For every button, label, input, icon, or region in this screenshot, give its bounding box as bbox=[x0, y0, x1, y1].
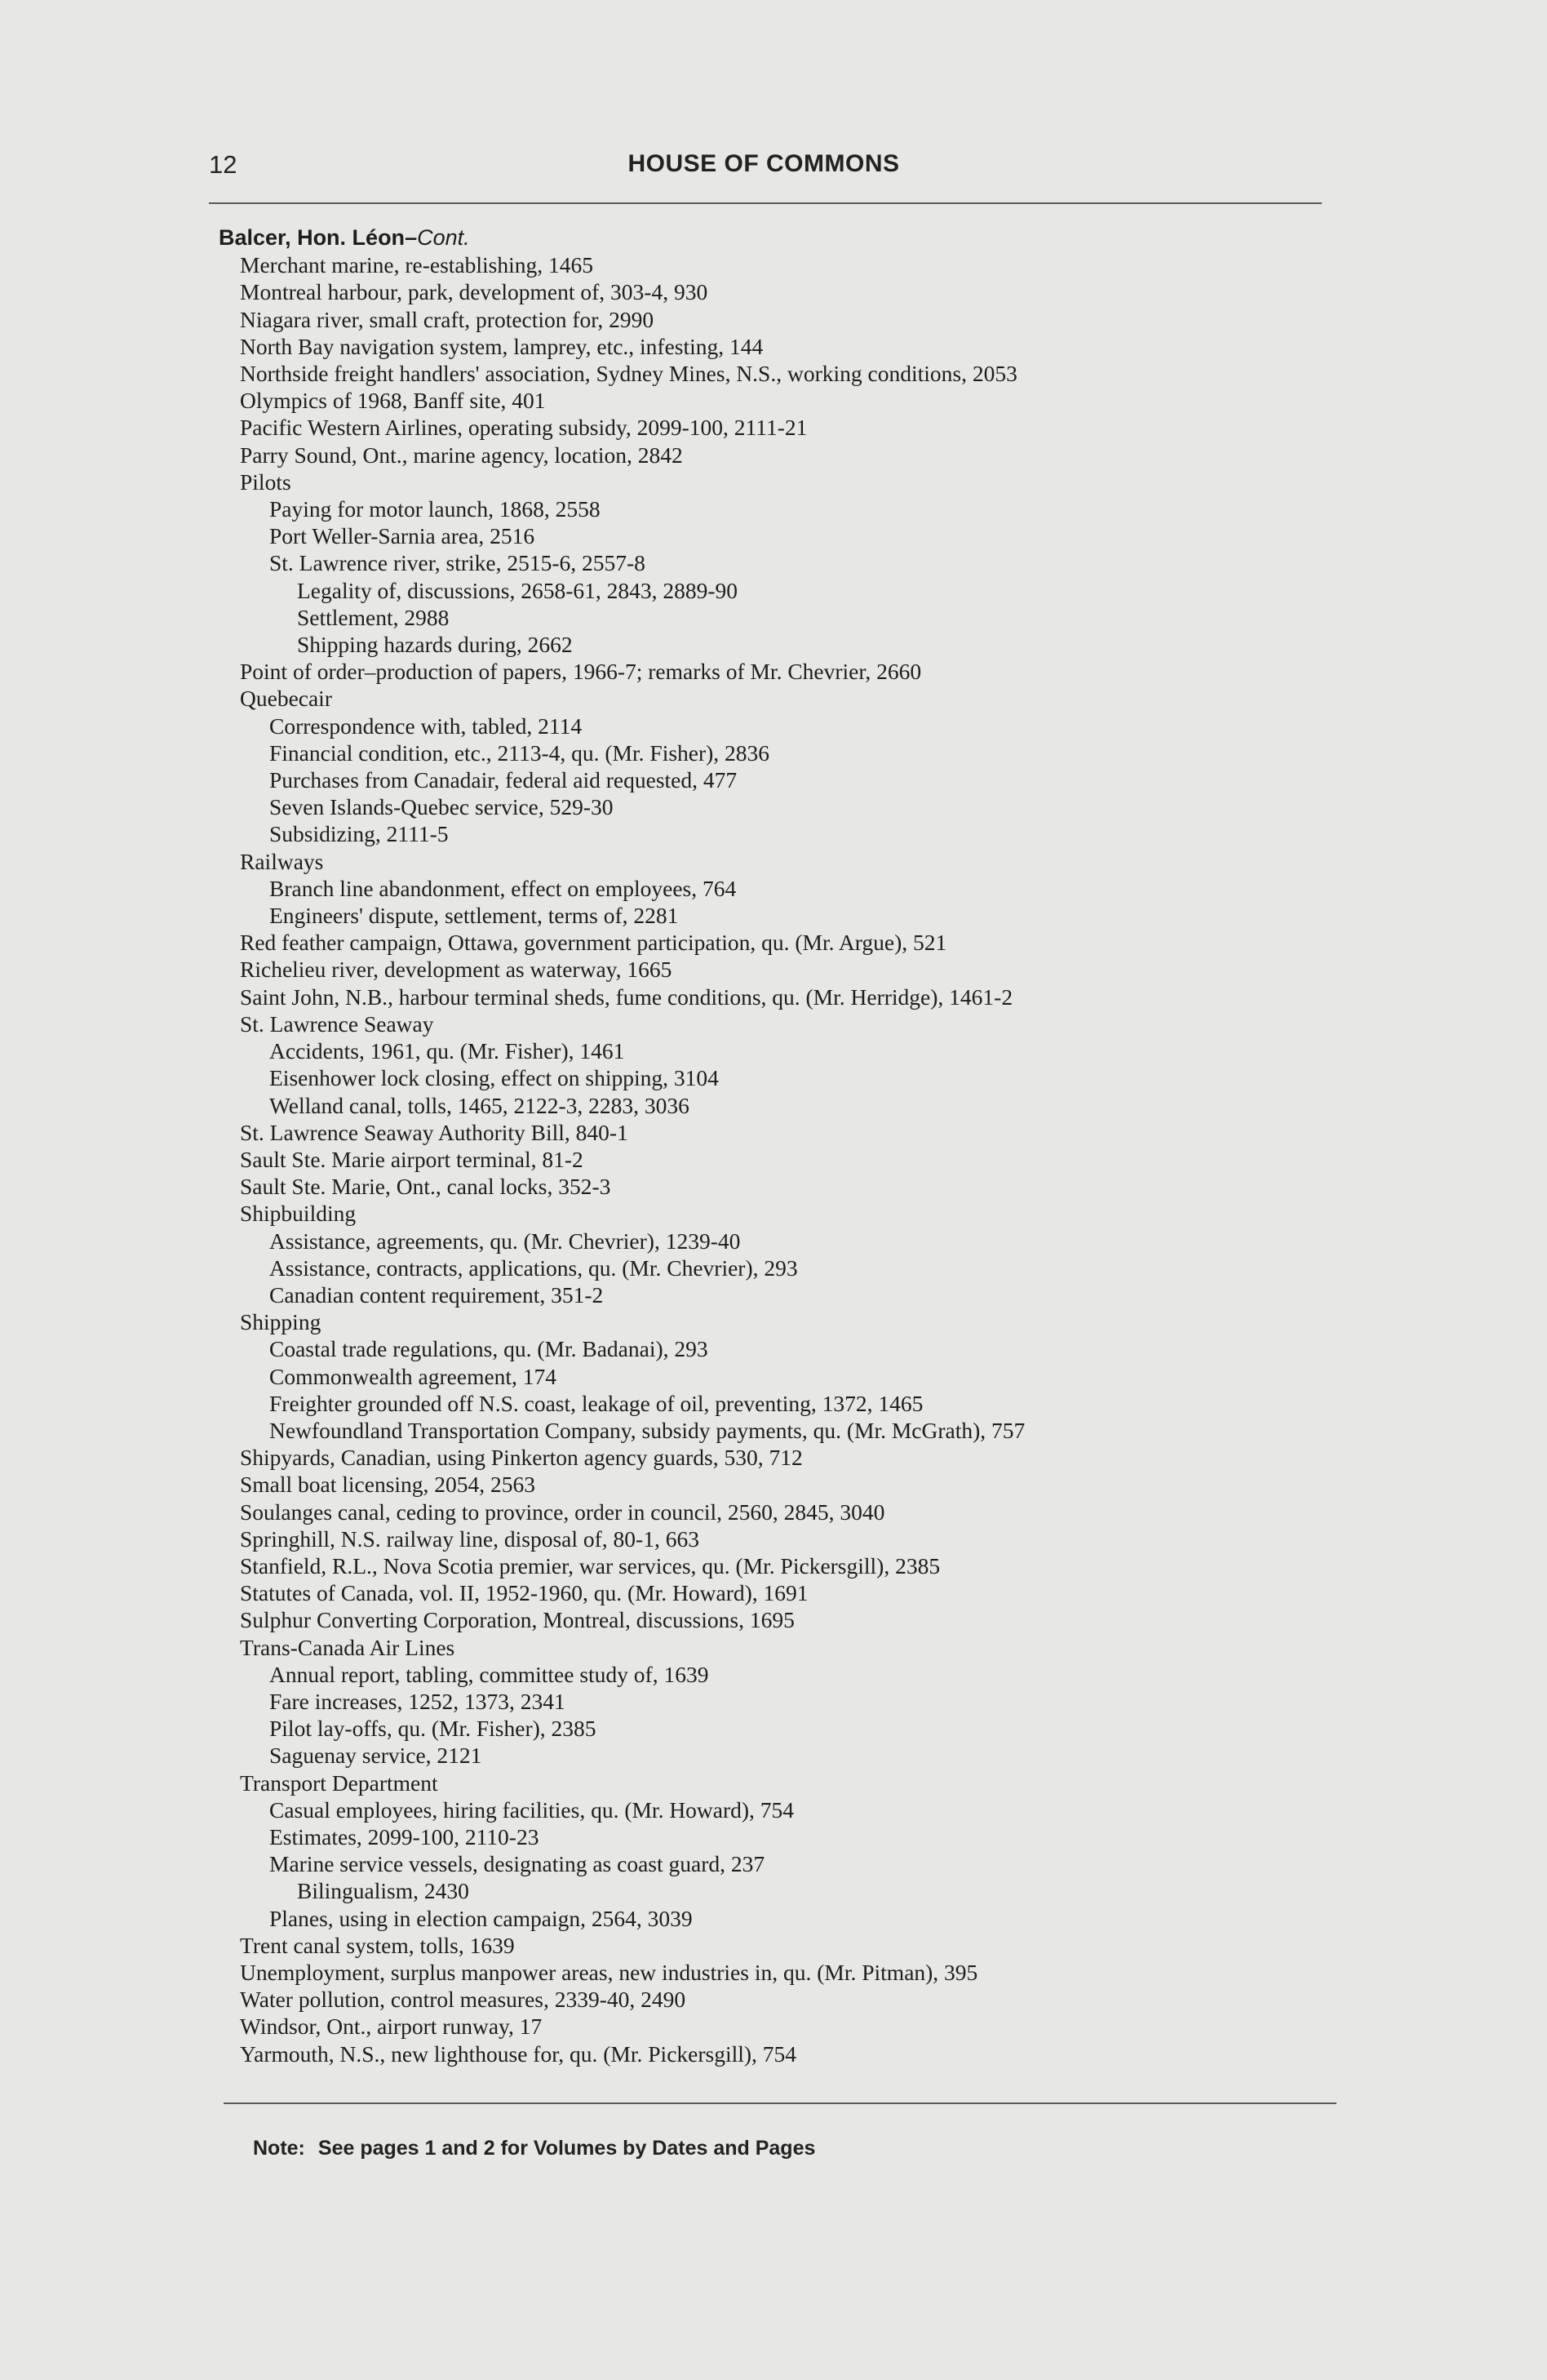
index-entry: Trent canal system, tolls, 1639 bbox=[240, 1932, 515, 1958]
index-entry: Bilingualism, 2430 bbox=[297, 1878, 469, 1904]
index-entry: Sault Ste. Marie airport terminal, 81-2 bbox=[240, 1146, 583, 1172]
index-entry: Statutes of Canada, vol. II, 1952-1960, qu. (Mr. Howard), 1691 bbox=[240, 1580, 809, 1606]
index-entry: Springhill, N.S. railway line, disposal of, 80-1, 663 bbox=[240, 1525, 699, 1552]
index-entry: Seven Islands-Quebec service, 529-30 bbox=[269, 794, 614, 820]
index-entry: Accidents, 1961, qu. (Mr. Fisher), 1461 bbox=[269, 1038, 625, 1064]
index-entry: St. Lawrence Seaway bbox=[240, 1010, 434, 1037]
index-entry: Planes, using in election campaign, 2564, 3039 bbox=[269, 1905, 693, 1931]
page-number: 12 bbox=[209, 150, 237, 179]
index-entry: Pilot lay-offs, qu. (Mr. Fisher), 2385 bbox=[269, 1716, 596, 1742]
index-entry: Correspondence with, tabled, 2114 bbox=[269, 713, 583, 739]
footer-note bbox=[253, 2137, 815, 2160]
index-entry: Saint John, N.B., harbour terminal sheds, fume conditions, qu. (Mr. Herridge), 1461-2 bbox=[240, 984, 1013, 1010]
index-entry: Newfoundland Transportation Company, subsidy payments, qu. (Mr. McGrath), 757 bbox=[269, 1417, 1026, 1443]
index-entry: Small boat licensing, 2054, 2563 bbox=[240, 1472, 536, 1498]
index-entry: Shipyards, Canadian, using Pinkerton agency guards, 530, 712 bbox=[240, 1445, 803, 1471]
index-entry: Port Weller-Sarnia area, 2516 bbox=[269, 523, 535, 549]
index-entry: Eisenhower lock closing, effect on shipping, 3104 bbox=[269, 1065, 719, 1091]
index-entry: Unemployment, surplus manpower areas, new industries in, qu. (Mr. Pitman), 395 bbox=[240, 1960, 978, 1985]
index-entry: Assistance, agreements, qu. (Mr. Chevrier), 1239-40 bbox=[269, 1228, 741, 1254]
page-header bbox=[209, 150, 1319, 191]
index-entry: Parry Sound, Ont., marine agency, location, 2842 bbox=[240, 442, 683, 468]
index-entry: Stanfield, R.L., Nova Scotia premier, war services, qu. (Mr. Pickersgill), 2385 bbox=[240, 1552, 941, 1579]
index-entry: Casual employees, hiring facilities, qu. (Mr. Howard), 754 bbox=[269, 1796, 795, 1823]
index-entry: Railways bbox=[240, 848, 324, 874]
header-rule bbox=[209, 202, 1322, 204]
index-entry: Legality of, discussions, 2658-61, 2843, 2889-90 bbox=[297, 577, 738, 603]
index-entry: Welland canal, tolls, 1465, 2122-3, 2283, 3036 bbox=[269, 1092, 689, 1118]
heading-name: Balcer, Hon. Léon bbox=[219, 225, 406, 250]
index-entry: Marine service vessels, designating as coast guard, 237 bbox=[269, 1851, 765, 1877]
index-entry: Olympics of 1968, Banff site, 401 bbox=[240, 388, 546, 414]
index-body bbox=[219, 224, 1345, 2067]
index-entry: Settlement, 2988 bbox=[297, 604, 450, 630]
index-entry: Annual report, tabling, committee study of, 1639 bbox=[269, 1661, 709, 1687]
heading-continued: Cont. bbox=[417, 225, 470, 250]
index-entry: Freighter grounded off N.S. coast, leakage of oil, preventing, 1372, 1465 bbox=[269, 1390, 924, 1416]
index-entry: Point of order–production of papers, 1966-7; remarks of Mr. Chevrier, 2660 bbox=[240, 659, 922, 685]
index-entry: Purchases from Canadair, federal aid requested, 477 bbox=[269, 767, 738, 793]
index-entry: Yarmouth, N.S., new lighthouse for, qu. (Mr. Pickersgill), 754 bbox=[240, 2040, 797, 2067]
index-entry: Merchant marine, re-establishing, 1465 bbox=[240, 252, 593, 278]
running-title: HOUSE OF COMMONS bbox=[627, 150, 900, 177]
index-entry: Paying for motor launch, 1868, 2558 bbox=[269, 496, 601, 522]
index-entry: St. Lawrence Seaway Authority Bill, 840-1 bbox=[240, 1119, 628, 1145]
index-entry: Soulanges canal, ceding to province, order in council, 2560, 2845, 3040 bbox=[240, 1499, 885, 1525]
index-entry: Commonwealth agreement, 174 bbox=[269, 1363, 557, 1389]
index-entry: Water pollution, control measures, 2339-40, 2490 bbox=[240, 1987, 686, 2013]
footer-rule bbox=[224, 2102, 1336, 2104]
note-label: Note: bbox=[253, 2137, 305, 2160]
index-entry: Pilots bbox=[240, 468, 291, 495]
index-entry: Branch line abandonment, effect on employees, 764 bbox=[269, 875, 737, 901]
note-text: See pages 1 and 2 for Volumes by Dates and Pages bbox=[317, 2137, 816, 2160]
index-entry: Windsor, Ont., airport runway, 17 bbox=[240, 2014, 543, 2040]
index-entry: Shipbuilding bbox=[240, 1201, 357, 1227]
index-entry: Assistance, contracts, applications, qu. (Mr. Chevrier), 293 bbox=[269, 1254, 798, 1281]
index-entry: Engineers' dispute, settlement, terms of, 2281 bbox=[269, 903, 679, 929]
index-entry: St. Lawrence river, strike, 2515-6, 2557-8 bbox=[269, 550, 645, 576]
index-entry: Saguenay service, 2121 bbox=[269, 1743, 482, 1769]
index-entry: Subsidizing, 2111-5 bbox=[269, 821, 449, 847]
index-entry: Pacific Western Airlines, operating subsidy, 2099-100, 2111-21 bbox=[240, 415, 808, 441]
index-entry: Coastal trade regulations, qu. (Mr. Badanai), 293 bbox=[269, 1336, 708, 1362]
index-entry: Quebecair bbox=[240, 686, 332, 712]
index-entry: Fare increases, 1252, 1373, 2341 bbox=[269, 1688, 565, 1714]
index-entry: Financial condition, etc., 2113-4, qu. (Mr. Fisher), 2836 bbox=[269, 739, 770, 766]
index-entry: Canadian content requirement, 351-2 bbox=[269, 1281, 604, 1308]
index-entry: Red feather campaign, Ottawa, government participation, qu. (Mr. Argue), 521 bbox=[240, 930, 947, 956]
index-entry: Northside freight handlers' association, Sydney Mines, N.S., working conditions, 2053 bbox=[240, 361, 1017, 387]
index-entry: Sault Ste. Marie, Ont., canal locks, 352-3 bbox=[240, 1174, 611, 1200]
index-entry: Niagara river, small craft, protection for, 2990 bbox=[240, 306, 654, 332]
index-entry: Shipping bbox=[240, 1309, 321, 1335]
index-entry: Transport Department bbox=[240, 1769, 438, 1796]
index-entry: Richelieu river, development as waterway, 1665 bbox=[240, 957, 672, 983]
index-entry: Trans-Canada Air Lines bbox=[240, 1634, 455, 1660]
index-heading: Balcer, Hon. Léon–Cont. bbox=[219, 225, 470, 250]
index-entry: Shipping hazards during, 2662 bbox=[297, 632, 573, 658]
index-entry: Estimates, 2099-100, 2110-23 bbox=[269, 1823, 539, 1849]
index-entry: North Bay navigation system, lamprey, etc., infesting, 144 bbox=[240, 333, 764, 359]
index-entry: Sulphur Converting Corporation, Montreal, discussions, 1695 bbox=[240, 1607, 795, 1633]
index-entry: Montreal harbour, park, development of, 303-4, 930 bbox=[240, 279, 708, 305]
